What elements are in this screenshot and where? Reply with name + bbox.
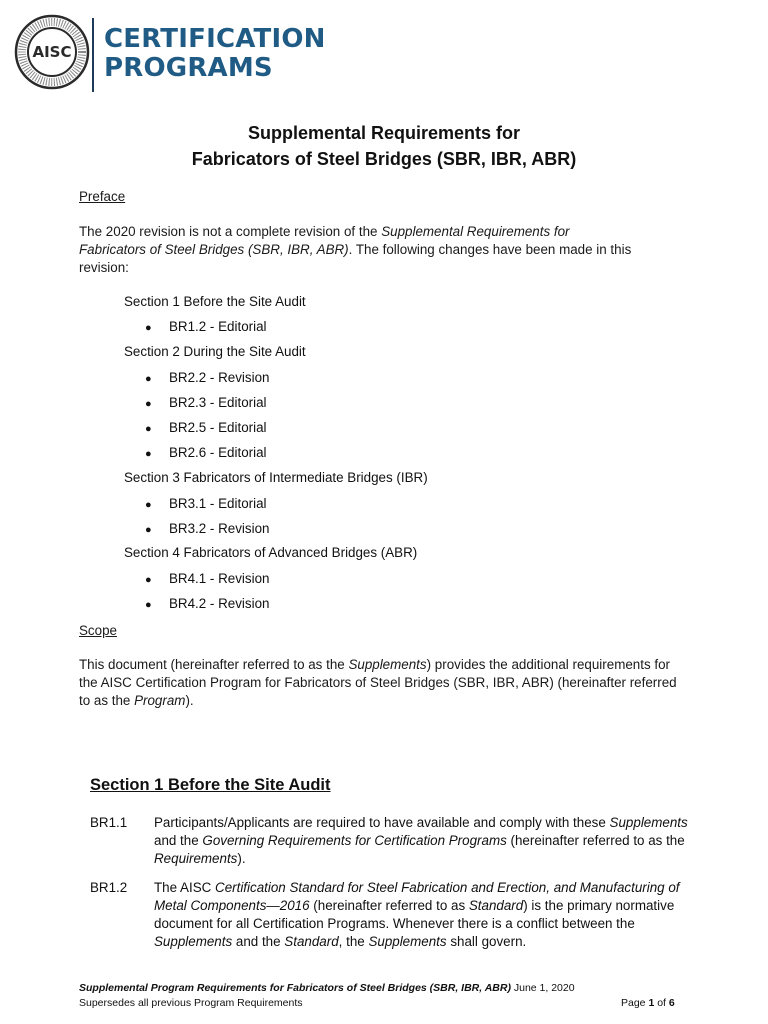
change-item: ● BR4.1 - Revision [145, 570, 269, 589]
scope-paragraph-line3: to as the Program). [79, 693, 194, 708]
change-item: ● BR2.5 - Editorial [145, 419, 267, 438]
change-item: ● BR2.3 - Editorial [145, 394, 267, 413]
section-1-heading: Section 1 Before the Site Audit [90, 776, 331, 794]
preface-paragraph-line3: revision: [79, 260, 129, 275]
scope-heading: Scope [79, 623, 117, 638]
scope-paragraph-line2: the AISC Certification Program for Fabricators of Steel Bridges (SBR, IBR, ABR) (hereinafter referred [79, 675, 677, 690]
change-item: ● BR1.2 - Editorial [145, 318, 267, 337]
requirement-text-br1-1: Participants/Applicants are required to have available and comply with these Supplements and the Governing Requirements for Certification Programs (hereinafter referred to as the Requirements). [154, 815, 688, 866]
change-item: ● BR4.2 - Revision [145, 595, 269, 614]
requirement-id-br1-2: BR1.2 [90, 880, 128, 895]
logo-divider [92, 18, 94, 92]
bullet-dot-icon: ● [145, 373, 152, 385]
bullet-dot-icon: ● [145, 599, 152, 611]
bullet-dot-icon: ● [145, 322, 152, 334]
change-section-2: Section 2 During the Site Audit [124, 344, 306, 359]
document-title-line2: Fabricators of Steel Bridges (SBR, IBR, ABR) [191, 149, 577, 169]
bullet-dot-icon: ● [145, 574, 152, 586]
preface-heading: Preface [79, 189, 126, 204]
page-number: Page 1 of 6 [621, 997, 675, 1009]
change-item: ● BR2.6 - Editorial [145, 444, 267, 463]
change-section-3: Section 3 Fabricators of Intermediate Bridges (IBR) [124, 470, 428, 485]
change-item: ● BR2.2 - Revision [145, 369, 269, 388]
scope-paragraph-line1: This document (hereinafter referred to as the Supplements) provides the additional requirements for [79, 657, 671, 672]
seal-center-text: AISC [32, 43, 72, 61]
aisc-certification-logo [0, 0, 340, 116]
bullet-dot-icon: ● [145, 448, 152, 460]
bullet-dot-icon: ● [145, 423, 152, 435]
change-item: ● BR3.2 - Revision [145, 520, 269, 539]
requirement-id-br1-1: BR1.1 [90, 815, 128, 830]
bullet-dot-icon: ● [145, 398, 152, 410]
requirement-text-br1-2: The AISC Certification Standard for Steel Fabrication and Erection, and Manufacturing of Metal Components—2016 (hereinafter referred to as Standard) is the primary normative document for all Certification Programs. Whenever there is a conflict between the Supplements and the Standard, the Supplements shall govern. [154, 880, 680, 949]
bullet-dot-icon: ● [145, 524, 152, 536]
footer-title: Supplemental Program Requirements for Fabricators of Steel Bridges (SBR, IBR, ABR) June 1, 2020 [79, 982, 575, 994]
preface-paragraph-line1: The 2020 revision is not a complete revision of the Supplemental Requirements for [79, 224, 570, 239]
logo-line-certification: CERTIFICATION [104, 24, 326, 54]
aisc-seal-icon [14, 14, 90, 90]
bullet-dot-icon: ● [145, 499, 152, 511]
preface-paragraph-line2: Fabricators of Steel Bridges (SBR, IBR, ABR). The following changes have been made in this [79, 242, 632, 257]
change-item: ● BR3.1 - Editorial [145, 495, 267, 514]
document-title-line1: Supplemental Requirements for [247, 123, 521, 143]
footer-supersedes: Supersedes all previous Program Requirements [79, 997, 303, 1009]
change-section-4: Section 4 Fabricators of Advanced Bridges (ABR) [124, 545, 418, 560]
change-section-1: Section 1 Before the Site Audit [124, 294, 306, 309]
logo-line-programs: PROGRAMS [104, 53, 273, 83]
